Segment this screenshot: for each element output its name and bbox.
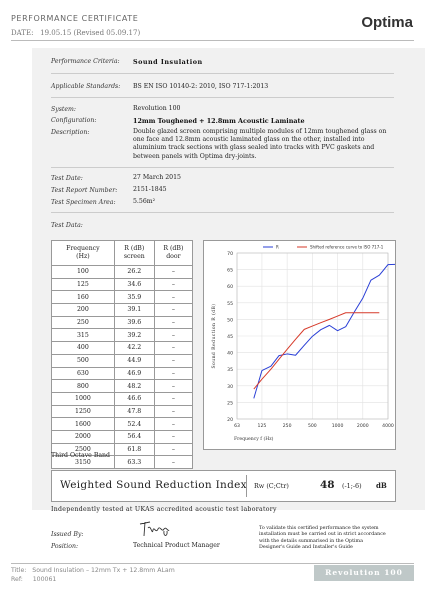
table-row <box>52 266 193 279</box>
frequency-cell: 250 <box>52 316 115 329</box>
position-value: Technical Product Manager <box>133 542 220 549</box>
x-tick-label: 63 <box>234 424 240 429</box>
door-cell: – <box>154 291 192 304</box>
x-tick-label: 125 <box>257 424 267 429</box>
door-cell: – <box>154 392 192 405</box>
field-divider <box>51 97 394 98</box>
table-row <box>52 392 193 405</box>
rating-value: 48 <box>320 479 335 491</box>
frequency-cell: 630 <box>52 367 115 380</box>
report-label: Test Report Number: <box>51 187 118 194</box>
header-divider <box>11 40 414 41</box>
certificate-title: PERFORMANCE CERTIFICATE <box>11 14 139 23</box>
rating-label: Rw (C;Ctr) <box>254 482 289 490</box>
door-header: R (dB) door <box>154 241 192 266</box>
screen-cell: 39.1 <box>114 304 154 317</box>
door-cell: – <box>154 367 192 380</box>
table-header-row <box>52 241 193 266</box>
y-tick-label: 55 <box>227 301 233 307</box>
y-tick-label: 35 <box>227 368 233 374</box>
optima-logo: Optima <box>361 14 413 31</box>
criteria-value: Sound Insulation <box>133 58 203 66</box>
door-cell: – <box>154 304 192 317</box>
rating-unit: dB <box>376 481 387 490</box>
y-tick-label: 50 <box>227 318 233 324</box>
table-note: Third Octave Band <box>51 452 110 459</box>
standards-label: Applicable Standards: <box>51 83 121 90</box>
footer-ref: Ref: 100061 <box>11 576 57 583</box>
date-label: DATE: <box>11 29 34 37</box>
x-tick-label: 4000 <box>382 424 394 429</box>
door-cell: – <box>154 278 192 291</box>
screen-cell: 39.6 <box>114 316 154 329</box>
field-divider <box>51 167 394 168</box>
frequency-cell: 1600 <box>52 418 115 431</box>
area-value: 5.56m² <box>133 198 156 205</box>
y-tick-label: 40 <box>227 351 233 357</box>
screen-cell: 63.3 <box>114 456 154 469</box>
test-data-table <box>51 240 193 469</box>
frequency-cell: 1250 <box>52 405 115 418</box>
description-line: aluminium track sections with glass sealed into tracks with PVC gaskets and <box>133 144 375 152</box>
table-row <box>52 291 193 304</box>
frequency-cell: 3150 <box>52 456 115 469</box>
table-row <box>52 342 193 355</box>
description-value <box>133 128 395 161</box>
signature-image <box>138 518 172 540</box>
system-value: Revolution 100 <box>133 105 181 112</box>
table-row <box>52 278 193 291</box>
frequency-cell: 200 <box>52 304 115 317</box>
frequency-header: Frequency (Hz) <box>52 241 115 266</box>
y-tick-label: 20 <box>227 418 233 423</box>
x-tick-label: 500 <box>307 424 317 429</box>
rating-terms: (-1;-6) <box>342 482 362 490</box>
field-divider <box>51 73 394 74</box>
y-tick-label: 30 <box>227 384 233 390</box>
frequency-cell: 500 <box>52 354 115 367</box>
door-cell: – <box>154 354 192 367</box>
footer-title: Title: Sound Insulation – 12mm Tx + 12.8mm ALam <box>11 567 175 574</box>
footer-divider <box>11 563 414 564</box>
table-row <box>52 430 193 443</box>
configuration-value: 12mm Toughened + 12.8mm Acoustic Laminate <box>133 117 305 125</box>
screen-cell: 44.9 <box>114 354 154 367</box>
screen-cell: 46.6 <box>114 392 154 405</box>
frequency-cell: 1000 <box>52 392 115 405</box>
report-value: 2151-1845 <box>133 186 167 193</box>
y-tick-label: 65 <box>227 268 233 274</box>
x-tick-label: 2000 <box>356 424 369 429</box>
description-line: between panels with Optima dry-joints. <box>133 152 257 160</box>
screen-cell: 42.2 <box>114 342 154 355</box>
criteria-label: Performance Criteria: <box>51 58 120 65</box>
description-label: Description: <box>51 129 90 136</box>
legend-label: R <box>276 244 279 250</box>
y-tick-label: 60 <box>227 285 233 291</box>
screen-header: R (dB) screen <box>114 241 154 266</box>
screen-cell: 61.8 <box>114 443 154 456</box>
frequency-cell: 2000 <box>52 430 115 443</box>
position-label: Position: <box>51 543 79 550</box>
system-badge: Revolution 100 <box>314 565 414 581</box>
door-cell: – <box>154 342 192 355</box>
frequency-cell: 125 <box>52 278 115 291</box>
screen-cell: 26.2 <box>114 266 154 279</box>
series-line-r <box>254 264 395 398</box>
frequency-cell: 100 <box>52 266 115 279</box>
frequency-cell: 400 <box>52 342 115 355</box>
table-row <box>52 316 193 329</box>
description-line: Double glazed screen comprising multiple modules of 12mm toughened glass on <box>133 128 387 135</box>
frequency-cell: 160 <box>52 291 115 304</box>
chart-svg <box>204 241 395 449</box>
table-row <box>52 367 193 380</box>
table-row <box>52 418 193 431</box>
area-label: Test Specimen Area: <box>51 199 116 206</box>
screen-cell: 47.8 <box>114 405 154 418</box>
system-label: System: <box>51 106 77 113</box>
screen-cell: 35.9 <box>114 291 154 304</box>
configuration-label: Configuration: <box>51 117 97 124</box>
series-line-reference <box>254 313 380 389</box>
door-cell: – <box>154 316 192 329</box>
screen-cell: 52.4 <box>114 418 154 431</box>
table-row <box>52 329 193 342</box>
y-tick-label: 45 <box>227 335 233 340</box>
legend-label: Shifted reference curve to ISO 717-1 <box>310 244 384 250</box>
door-cell: – <box>154 380 192 393</box>
frequency-cell: 2500 <box>52 443 115 456</box>
table-row <box>52 304 193 317</box>
y-tick-label: 70 <box>227 252 233 257</box>
table-row <box>52 354 193 367</box>
weighted-index-title: Weighted Sound Reduction Index <box>60 479 247 491</box>
box-divider <box>246 475 247 497</box>
sound-reduction-chart <box>203 240 396 450</box>
door-cell: – <box>154 405 192 418</box>
screen-cell: 46.9 <box>114 367 154 380</box>
test-data-label: Test Data: <box>51 222 83 229</box>
ukas-statement: Independently tested at UKAS accredited acoustic test laboratory <box>51 506 277 513</box>
frequency-cell: 800 <box>52 380 115 393</box>
screen-cell: 39.2 <box>114 329 154 342</box>
door-cell: – <box>154 430 192 443</box>
field-divider <box>51 212 394 213</box>
date-value: 19.05.15 (Revised 05.09.17) <box>40 29 141 37</box>
weighted-index-box <box>51 470 396 502</box>
door-cell: – <box>154 456 192 469</box>
test-date-value: 27 March 2015 <box>133 174 181 181</box>
y-tick-label: 25 <box>227 401 233 407</box>
x-axis-label: Frequency f (Hz) <box>234 437 274 442</box>
door-cell: – <box>154 329 192 342</box>
screen-cell: 56.4 <box>114 430 154 443</box>
test-date-label: Test Date: <box>51 175 83 182</box>
table-row <box>52 405 193 418</box>
x-tick-label: 250 <box>282 424 292 429</box>
frequency-cell: 315 <box>52 329 115 342</box>
screen-cell: 48.2 <box>114 380 154 393</box>
door-cell: – <box>154 418 192 431</box>
certificate-date <box>11 29 140 37</box>
standards-value: BS EN ISO 10140-2: 2010, ISO 717-1:2013 <box>133 83 269 90</box>
validation-note: To validate this certified performance the system installation must be carried out in strict accordance with the details summarised in the Optima Designer's Guide and Installer's Guide <box>259 526 386 550</box>
y-axis-label: Sound Reduction R (dB) <box>212 303 217 369</box>
issued-by-label: Issued By: <box>51 531 84 538</box>
description-line: one face and 12.8mm acoustic laminated glass on the other, installed into <box>133 136 365 144</box>
screen-cell: 34.6 <box>114 278 154 291</box>
door-cell: – <box>154 443 192 456</box>
table-row <box>52 380 193 393</box>
x-tick-label: 1000 <box>331 424 344 429</box>
door-cell: – <box>154 266 192 279</box>
